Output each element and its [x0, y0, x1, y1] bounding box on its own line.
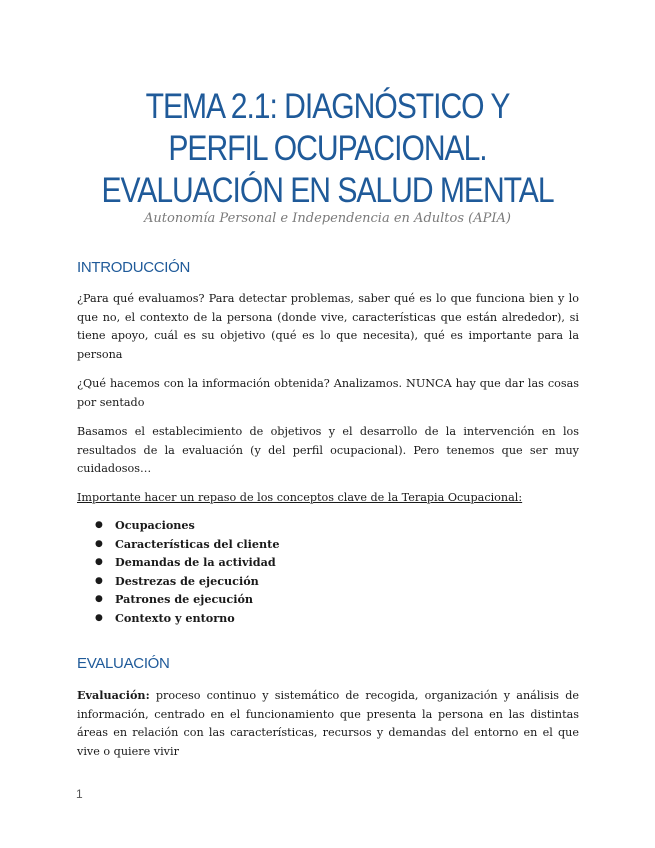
intro-paragraph-1: ¿Para qué evaluamos? Para detectar problemas, saber qué es lo que funciona bien y lo que no, el contexto de la persona (donde vive, características que están alrededor), si tiene apoyo, cuál es su objetivo (qué es lo que necesita), qué es importante para la persona	[77, 292, 579, 361]
list-item: ● Ocupaciones	[77, 516, 557, 535]
list-item: ● Demandas de la actividad	[77, 553, 557, 572]
bullet-icon: ●	[95, 520, 103, 530]
page-number: 1	[76, 787, 83, 801]
bullet-icon: ●	[95, 575, 103, 586]
intro-paragraph-2: ¿Qué hacemos con la información obtenida? Analizamos. NUNCA hay que dar las cosas por sentado	[77, 377, 579, 409]
key-concepts-list	[77, 516, 557, 627]
evaluacion-definition: proceso continuo y sistemático de recogida, organización y análisis de información, centrado en el funcionamiento que presenta la persona en las distintas áreas en relación con las características, recursos y demandas del entorno en el que vive o quiere vivir	[77, 689, 579, 758]
document-subtitle: Autonomía Personal e Independencia en Adultos (APIA)	[144, 211, 511, 226]
intro-paragraph-3: Basamos el establecimiento de objetivos y el desarrollo de la intervención en los resultados de la evaluación (y del perfil ocupacional). Pero tenemos que ser muy cuidadosos…	[77, 425, 579, 475]
bullet-icon: ●	[95, 557, 103, 567]
document-title: TEMA 2.1: DIAGNÓSTICO Y PERFIL OCUPACIONAL. EVALUACIÓN EN SALUD MENTAL	[101, 87, 554, 210]
evaluacion-paragraph	[77, 686, 579, 761]
evaluacion-term: Evaluación:	[77, 688, 150, 702]
bullet-icon: ●	[95, 538, 103, 549]
intro-note: Importante hacer un repaso de los conceptos clave de la Terapia Ocupacional:	[77, 491, 523, 504]
bullet-icon: ●	[95, 612, 103, 623]
list-item: ● Destrezas de ejecución	[77, 572, 557, 591]
bullet-icon: ●	[95, 594, 103, 604]
list-item: ● Contexto y entorno	[77, 609, 557, 628]
section-heading-evaluacion: EVALUACIÓN	[77, 655, 170, 672]
list-item: ● Características del cliente	[77, 535, 557, 554]
section-heading-introduccion: INTRODUCCIÓN	[77, 259, 191, 276]
list-item: ● Patrones de ejecución	[77, 590, 557, 609]
